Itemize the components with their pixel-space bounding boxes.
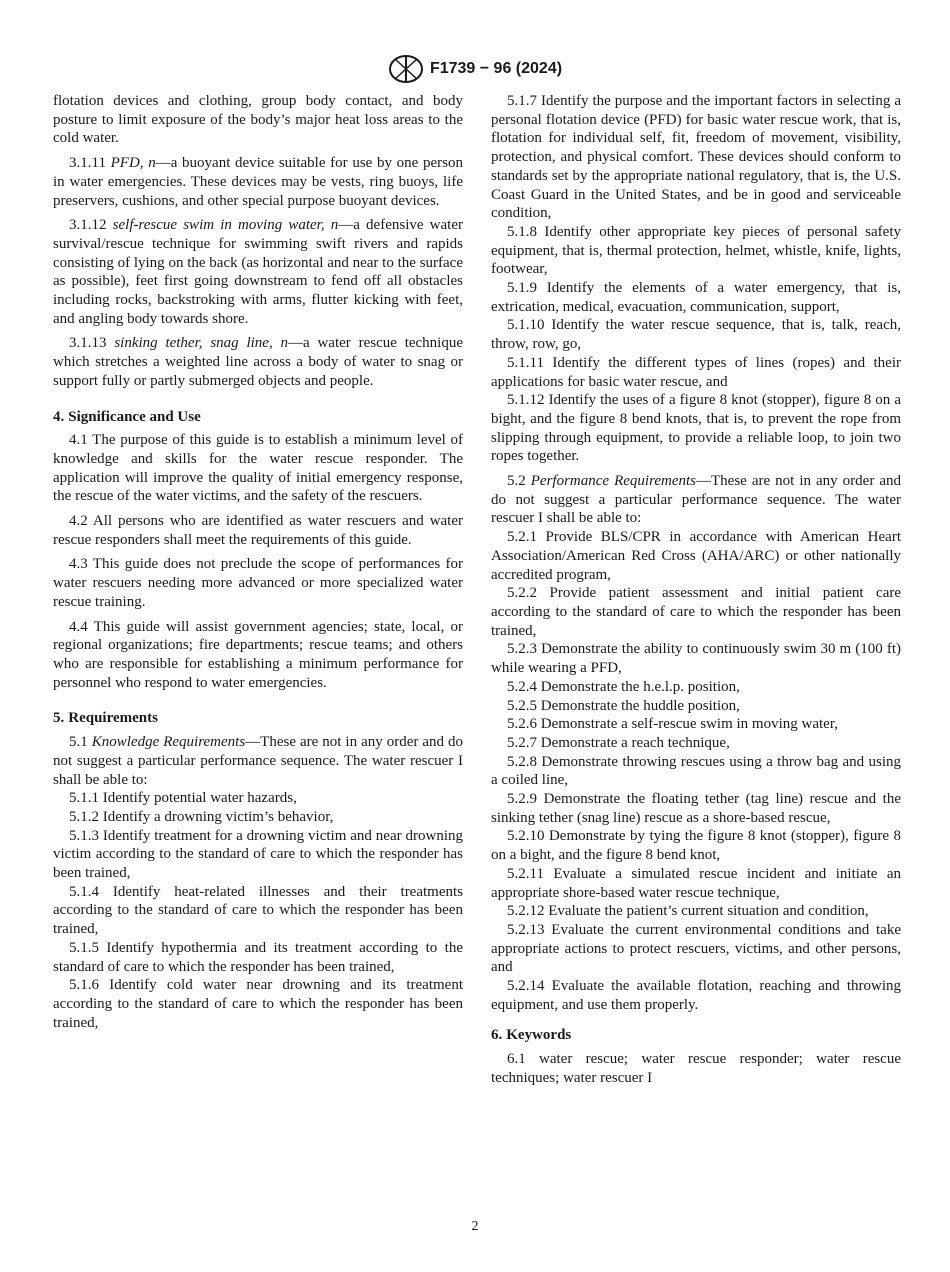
section-heading-4: 4. Significance and Use: [53, 408, 201, 425]
list-item: 5.2.1 Provide BLS/CPR in accordance with American Heart Association/American Red Cross (AHA/ARC) or other nationally accredited program,: [491, 529, 901, 583]
list-item: 5.2.4 Demonstrate the h.e.l.p. position,: [507, 678, 740, 695]
section-heading-6: 6. Keywords: [491, 1027, 572, 1044]
list-item: 5.1.5 Identify hypothermia and its treatment according to the standard of care to which the responder has been trained,: [53, 939, 463, 975]
left-column: [53, 92, 463, 1032]
paragraph-5-1: 5.1 Knowledge Requirements—These are not in any order and do not suggest a particular performance sequence. The water rescuer I shall be able to:: [53, 734, 463, 788]
list-item: 5.2.12 Evaluate the patient’s current situation and condition,: [507, 903, 869, 920]
paragraph: flotation devices and clothing, group body contact, and body posture to limit exposure of the body’s major heat loss areas to the cold water.: [53, 93, 463, 147]
paragraph-4-2: 4.2 All persons who are identified as water rescuers and water rescue responders shall meet the requirements of this guide.: [53, 513, 463, 548]
list-item: 5.2.6 Demonstrate a self-rescue swim in moving water,: [507, 716, 838, 733]
section-heading-5: 5. Requirements: [53, 710, 158, 727]
list-item: 5.2.11 Evaluate a simulated rescue incident and initiate an appropriate shore-based water rescue technique,: [491, 865, 901, 901]
list-item: 5.2.2 Provide patient assessment and initial patient care according to the standard of care to which the responder has been trained,: [491, 585, 901, 639]
astm-logo-icon: [388, 54, 424, 84]
list-item: 5.1.8 Identify other appropriate key pieces of personal safety equipment, that is, thermal protection, helmet, whistle, knife, lights, footwear,: [491, 223, 901, 278]
list-item: 5.1.9 Identify the elements of a water emergency, that is, extrication, medical, evacuation, communication, support,: [491, 280, 901, 315]
definition-3-1-12: 3.1.12 self-rescue swim in moving water, n—a defensive water survival/rescue technique for swimming swift rivers and rapids consisting of lying on the back (as horizontal and near to the surface as possible), feet first going downstream to fend off all obstacles including rocks, backstroking with arms, flutter kicking with feet, and angling body towards shore.: [53, 217, 463, 327]
list-item: 5.2.8 Demonstrate throwing rescues using a throw bag and using a coiled line,: [491, 753, 901, 789]
list-item: 5.1.3 Identify treatment for a drowning victim and near drowning victim according to the standard of care to which the responder has been trained,: [53, 827, 463, 882]
definition-3-1-13: 3.1.13 sinking tether, snag line, n—a water rescue technique which stretches a weighted line across a body of water to snag or support fully or partly submerged objects and people.: [53, 335, 463, 389]
list-item: 5.1.6 Identify cold water near drowning and its treatment according to the standard of care to which the responder has been trained,: [53, 977, 463, 1031]
list-item: 5.2.7 Demonstrate a reach technique,: [507, 734, 730, 751]
list-item: 5.2.10 Demonstrate by tying the figure 8 knot (stopper), figure 8 on a bight, and the figure 8 bend knot,: [491, 828, 901, 864]
page-number: 2: [471, 1219, 479, 1234]
paragraph-4-3: 4.3 This guide does not preclude the scope of performances for water rescuers needing more advanced or more specialized water rescue training.: [53, 556, 463, 610]
list-item: 5.1.4 Identify heat-related illnesses and their treatments according to the standard of care to which the responder has been trained,: [53, 883, 463, 938]
list-item: 5.1.1 Identify potential water hazards,: [69, 790, 297, 807]
page-header: [0, 52, 950, 86]
paragraph-4-1: 4.1 The purpose of this guide is to establish a minimum level of knowledge and skills for the water rescue responder. The application will improve the quality of initial emergency response, the rescue of the water victims, and the safety of the rescuers.: [53, 432, 463, 505]
list-item: 5.2.9 Demonstrate the floating tether (tag line) rescue and the sinking tether (snag line) rescue as a shore-based rescue,: [491, 791, 901, 826]
list-item: 5.2.5 Demonstrate the huddle position,: [507, 697, 740, 714]
list-item: 5.2.14 Evaluate the available flotation, reaching and throwing equipment, and use them properly.: [491, 978, 901, 1013]
list-item: 5.1.11 Identify the different types of lines (ropes) and their applications for basic water rescue, and: [491, 354, 901, 390]
paragraph-4-4: 4.4 This guide will assist government agencies; state, local, or regional organizations; fire departments; rescue teams; and others who are responsible for establishing a minimum performance for personnel who respond to water emergencies.: [53, 618, 463, 691]
list-item: 5.2.3 Demonstrate the ability to continuously swim 30 m (100 ft) while wearing a PFD,: [491, 641, 901, 677]
list-item: 5.2.13 Evaluate the current environmental conditions and take appropriate actions to protect rescuers, victims, and other persons, and: [491, 921, 901, 976]
list-item: 5.1.7 Identify the purpose and the important factors in selecting a personal flotation device (PFD) for basic water rescue work, that is, flotation for individual self, fit, freedom of movement, visibility, protection, and physical comfort. These devices should conform to standards set by the appropriate national regulatory, that is, the U.S. Coast Guard in the United States, and be in good and serviceable condition,: [491, 93, 901, 222]
right-column: [491, 92, 901, 1088]
list-item: 5.1.12 Identify the uses of a figure 8 knot (stopper), figure 8 on a bight, and the figure 8 bend knots, that is, to prevent the rope from slipping through equipment, to provide a reliable loop, to join two ropes together.: [491, 392, 901, 465]
list-item: 5.1.10 Identify the water rescue sequence, that is, talk, reach, throw, row, go,: [491, 317, 901, 353]
list-item: 5.1.2 Identify a drowning victim’s behavior,: [69, 808, 334, 825]
document-designation: F1739 − 96 (2024): [429, 60, 563, 77]
paragraph-5-2: 5.2 Performance Requirements—These are not in any order and do not suggest a particular performance sequence. The water rescuer I shall be able to:: [491, 473, 901, 527]
paragraph-6-1: 6.1 water rescue; water rescue responder; water rescue techniques; water rescuer I: [491, 1051, 901, 1086]
definition-3-1-11: 3.1.11 PFD, n—a buoyant device suitable for use by one person in water emergencies. These devices may be vests, ring buoys, life preservers, cushions, and other special purpose buoyant devices.: [53, 155, 463, 209]
